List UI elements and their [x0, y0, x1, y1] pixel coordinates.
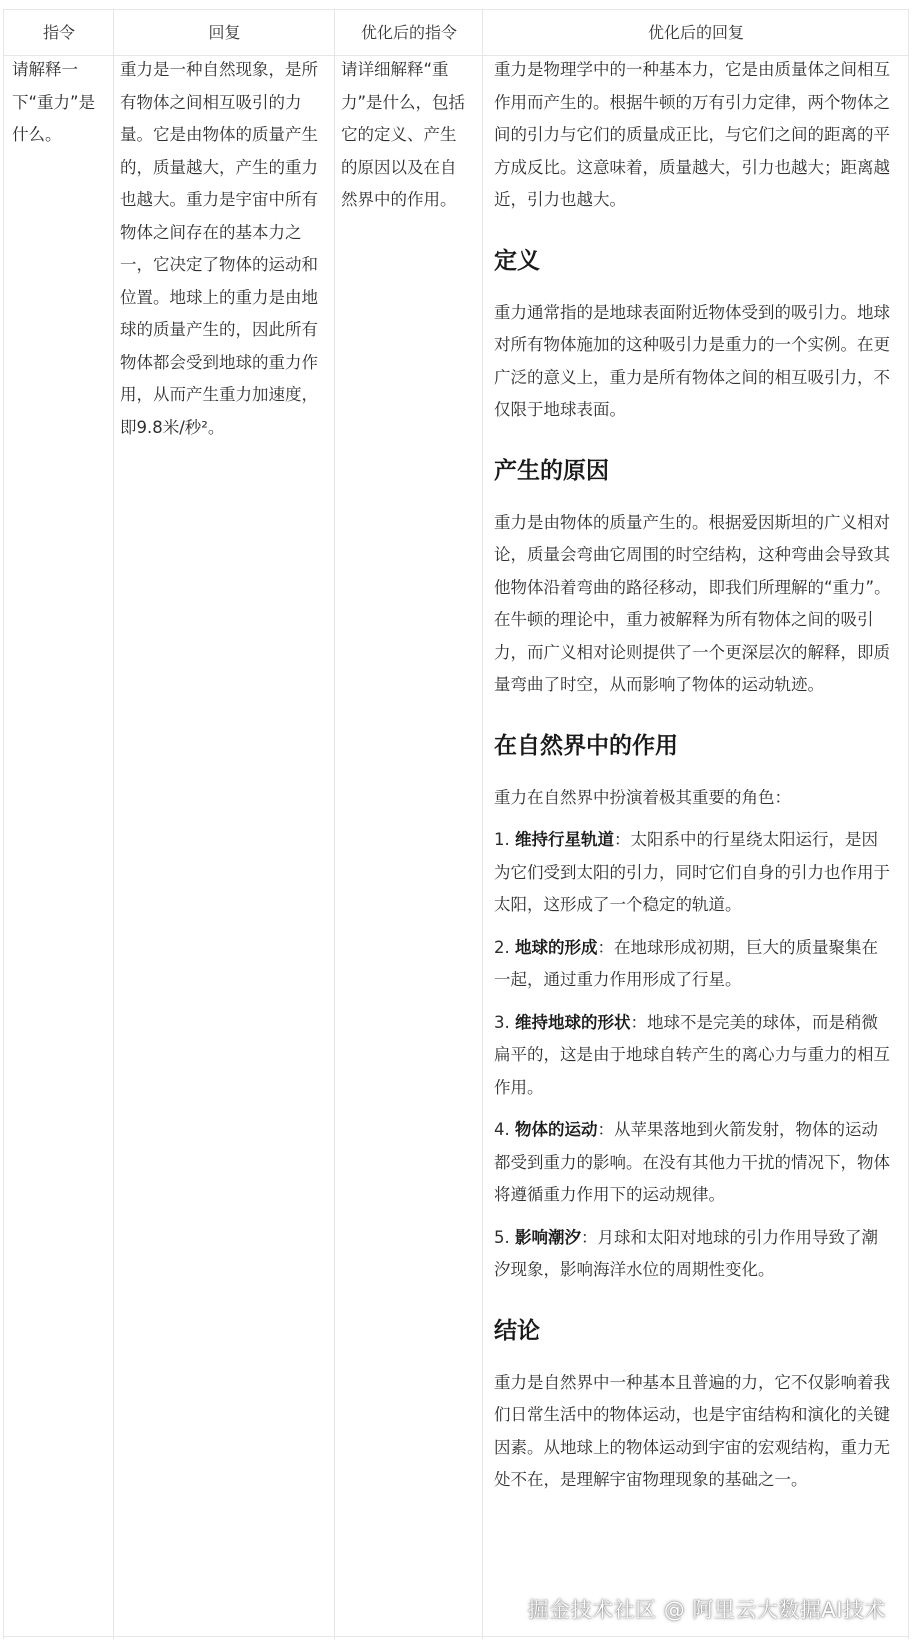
optimized-instruction-cell: 请详细解释“重力”是什么，包括它的定义、产生的原因以及在自然界中的作用。 [341, 60, 466, 209]
cause-text: 重力是由物体的质量产生的。根据爱因斯坦的广义相对论，质量会弯曲它周围的时空结构，这种弯曲会导致其他物体沿着弯曲的路径移动，即我们所理解的“重力”。在牛顿的理论中，重力被解释为所有物体之间的吸引力，而广义相对论则提供了一个更深层次的解释，即质量弯曲了时空，从而影响了物体的运动轨迹。 [494, 512, 891, 694]
list-item-title: 物体的运动 [515, 1120, 598, 1139]
header-optimized-reply: 优化后的回复 [647, 23, 744, 42]
conclusion-text: 重力是自然界中一种基本且普遍的力，它不仅影响着我们日常生活中的物体运动，也是宇宙结构和演化的关键因素。从地球上的物体运动到宇宙的宏观结构，重力无处不在，是理解宇宙物理现象的基础之一。 [494, 1372, 890, 1489]
list-item-title: 地球的形成 [515, 937, 598, 957]
conclusion-heading: 结论 [494, 1317, 540, 1344]
role-heading: 在自然界中的作用 [494, 732, 678, 759]
list-item-title: 维持行星轨道 [515, 830, 614, 849]
column-optimized-instruction [335, 10, 483, 1639]
list-item: 3. 维持地球的形状：地球不是完美的球体，而是稍微扁平的，这是由于地球自转产生的离心力与重力的相互作用。 [494, 1012, 890, 1097]
next-row-divider [4, 1636, 909, 1638]
column-instruction [4, 10, 114, 1639]
list-item: 1. 维持行星轨道：太阳系中的行星绕太阳运行，是因为它们受到太阳的引力，同时它们自身的引力也作用于太阳，这形成了一个稳定的轨道。 [494, 830, 890, 914]
header-reply: 回复 [208, 23, 241, 42]
role-intro: 重力在自然界中扮演着极其重要的角色： [494, 787, 791, 807]
cause-heading: 产生的原因 [494, 457, 609, 484]
optimized-reply-cell [494, 54, 892, 1497]
reply-intro: 重力是物理学中的一种基本力，它是由质量体之间相互作用而产生的。根据牛顿的万有引力定律，两个物体之间的引力与它们的质量成正比，与它们之间的距离的平方成反比。这意味着，质量越大，引力也越大；距离越近，引力也越大。 [494, 60, 890, 209]
list-item: 5. 影响潮汐：月球和太阳对地球的引力作用导致了潮汐现象，影响海洋水位的周期性变化。 [494, 1227, 878, 1279]
definition-text: 重力通常指的是地球表面附近物体受到的吸引力。地球对所有物体施加的这种吸引力是重力的一个实例。在更广泛的意义上，重力是所有物体之间的相互吸引力，不仅限于地球表面。 [494, 302, 890, 419]
table-header-row [4, 10, 909, 56]
definition-heading: 定义 [494, 247, 540, 274]
header-optimized-instruction: 优化后的指令 [360, 23, 457, 42]
watermark: 掘金技术社区 @ 阿里云大数据AI技术 [527, 1598, 886, 1622]
instruction-cell: 请解释一下“重力”是什么。 [12, 60, 96, 144]
header-instruction: 指令 [42, 23, 75, 42]
reply-cell: 重力是一种自然现象，是所有物体之间相互吸引的力量。它是由物体的质量产生的，质量越大，产生的重力也越大。重力是宇宙中所有物体之间存在的基本力之一，它决定了物体的运动和位置。地球上的重力是由地球的质量产生的，因此所有物体都会受到地球的重力作用，从而产生重力加速度，即9.8米/秒²。 [120, 60, 318, 437]
list-item: 4. 物体的运动：从苹果落地到火箭发射，物体的运动都受到重力的影响。在没有其他力干扰的情况下，物体将遵循重力作用下的运动规律。 [494, 1120, 890, 1204]
list-item: 2. 地球的形成：在地球形成初期，巨大的质量聚集在一起，通过重力作用形成了行星。 [494, 937, 878, 989]
list-item-title: 影响潮汐 [515, 1227, 581, 1247]
list-item-title: 维持地球的形状 [515, 1012, 631, 1032]
